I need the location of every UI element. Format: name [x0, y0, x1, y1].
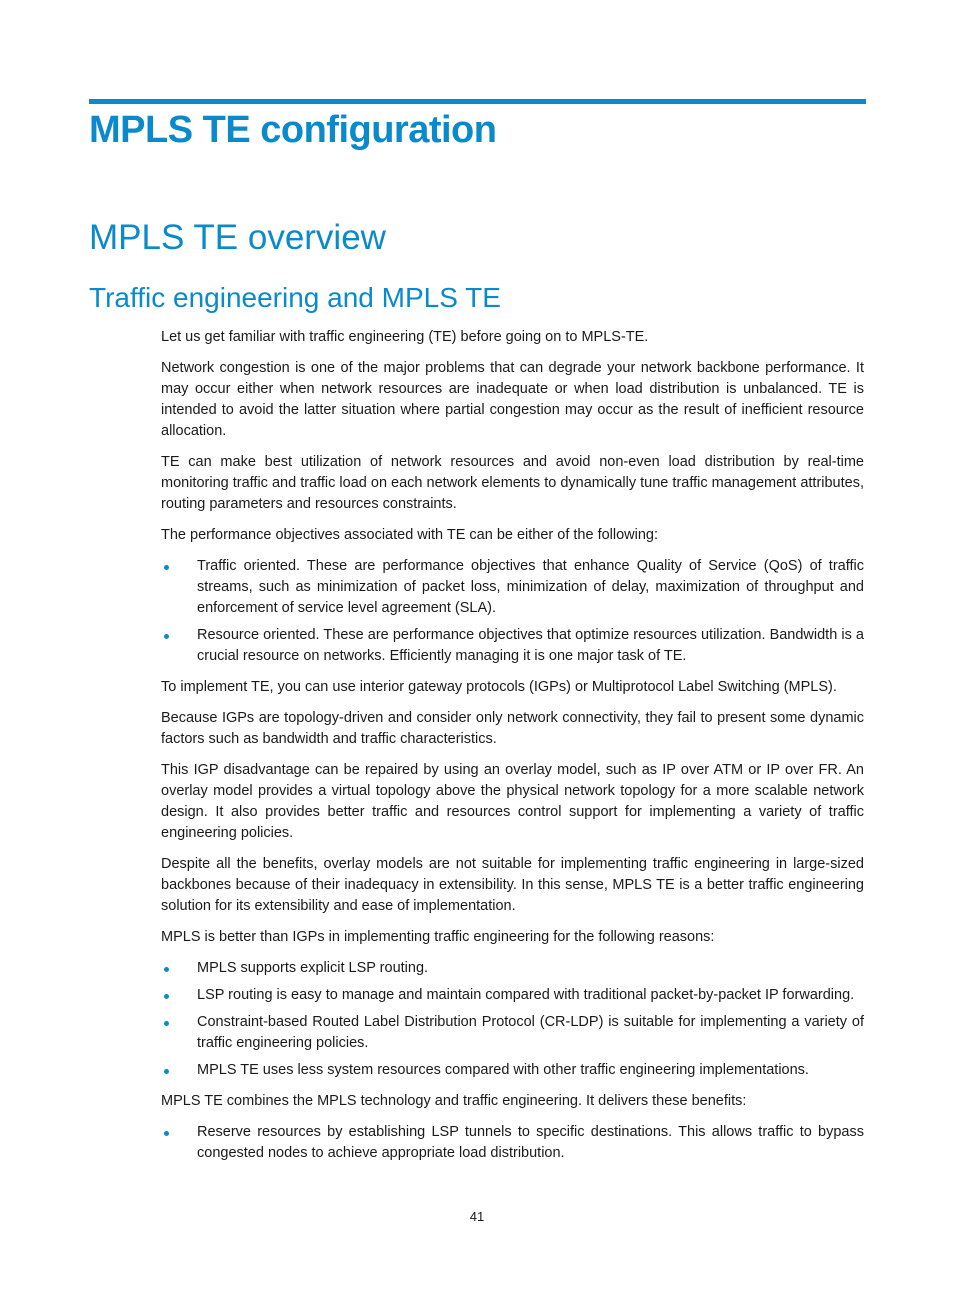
chapter-title: MPLS TE configuration — [89, 109, 497, 151]
reasons-list — [161, 958, 864, 1081]
section-title: MPLS TE overview — [89, 218, 386, 257]
list-item-text: Resource oriented. These are performance objectives that optimize resources utilization. Bandwidth is a crucial resource on networks. Efficiently managing it is one major task of TE. — [197, 627, 864, 664]
paragraph: The performance objectives associated with TE can be either of the following: — [161, 527, 659, 543]
bullet-icon — [164, 1021, 169, 1026]
chapter-top-rule — [89, 99, 866, 104]
list-item-text: Traffic oriented. These are performance objectives that enhance Quality of Service (QoS) of traffic streams, such as minimization of packet loss, minimization of delay, maximization of throughput and enforcement of service level agreement (SLA). — [197, 558, 864, 616]
list-item-text: LSP routing is easy to manage and maintain compared with traditional packet-by-packet IP forwarding. — [197, 987, 855, 1003]
list-item — [161, 958, 864, 979]
list-item — [161, 625, 864, 667]
paragraph: MPLS TE combines the MPLS technology and traffic engineering. It delivers these benefits: — [161, 1093, 747, 1109]
bullet-icon — [164, 994, 169, 999]
bullet-icon — [164, 1131, 169, 1136]
bullet-icon — [164, 634, 169, 639]
paragraph: TE can make best utilization of network resources and avoid non-even load distribution by real-time monitoring traffic and traffic load on each network elements to dynamically tune traffic management attributes, routing parameters and resources constraints. — [161, 454, 864, 512]
list-item-text: Constraint-based Routed Label Distribution Protocol (CR-LDP) is suitable for implementing a variety of traffic engineering policies. — [197, 1014, 864, 1051]
list-item — [161, 985, 864, 1006]
paragraph: This IGP disadvantage can be repaired by using an overlay model, such as IP over ATM or IP over FR. An overlay model provides a virtual topology above the physical network topology for a more scalable network design. It also provides better traffic and resources control support for implementing a variety of traffic engineering policies. — [161, 762, 864, 841]
list-item-text: MPLS TE uses less system resources compared with other traffic engineering implementations. — [197, 1062, 809, 1078]
bullet-icon — [164, 967, 169, 972]
bullet-icon — [164, 565, 169, 570]
subsection-title: Traffic engineering and MPLS TE — [89, 282, 501, 313]
paragraph: Let us get familiar with traffic engineering (TE) before going on to MPLS-TE. — [161, 329, 649, 345]
list-item-text: Reserve resources by establishing LSP tunnels to specific destinations. This allows traffic to bypass congested nodes to achieve appropriate load distribution. — [197, 1124, 864, 1161]
list-item-text: MPLS supports explicit LSP routing. — [197, 960, 429, 976]
bullet-icon — [164, 1069, 169, 1074]
list-item — [161, 556, 864, 619]
paragraph: Network congestion is one of the major problems that can degrade your network backbone performance. It may occur either when network resources are inadequate or when load distribution is unbalanced. TE is intended to avoid the latter situation where partial congestion may occur as the result of inefficient resource allocation. — [161, 360, 864, 439]
paragraph: Because IGPs are topology-driven and consider only network connectivity, they fail to present some dynamic factors such as bandwidth and traffic characteristics. — [161, 710, 864, 747]
page-number: 41 — [469, 1209, 485, 1224]
list-item — [161, 1122, 864, 1164]
paragraph: Despite all the benefits, overlay models are not suitable for implementing traffic engineering in large-sized backbones because of their inadequacy in extensibility. In this sense, MPLS TE is a better traffic engineering solution for its extensibility and ease of implementation. — [161, 856, 864, 914]
list-item — [161, 1012, 864, 1054]
paragraph: MPLS is better than IGPs in implementing traffic engineering for the following reasons: — [161, 929, 715, 945]
objectives-list — [161, 556, 864, 667]
benefits-list — [161, 1122, 864, 1164]
list-item — [161, 1060, 864, 1081]
paragraph: To implement TE, you can use interior gateway protocols (IGPs) or Multiprotocol Label Switching (MPLS). — [161, 679, 837, 695]
body-text — [161, 327, 864, 1174]
